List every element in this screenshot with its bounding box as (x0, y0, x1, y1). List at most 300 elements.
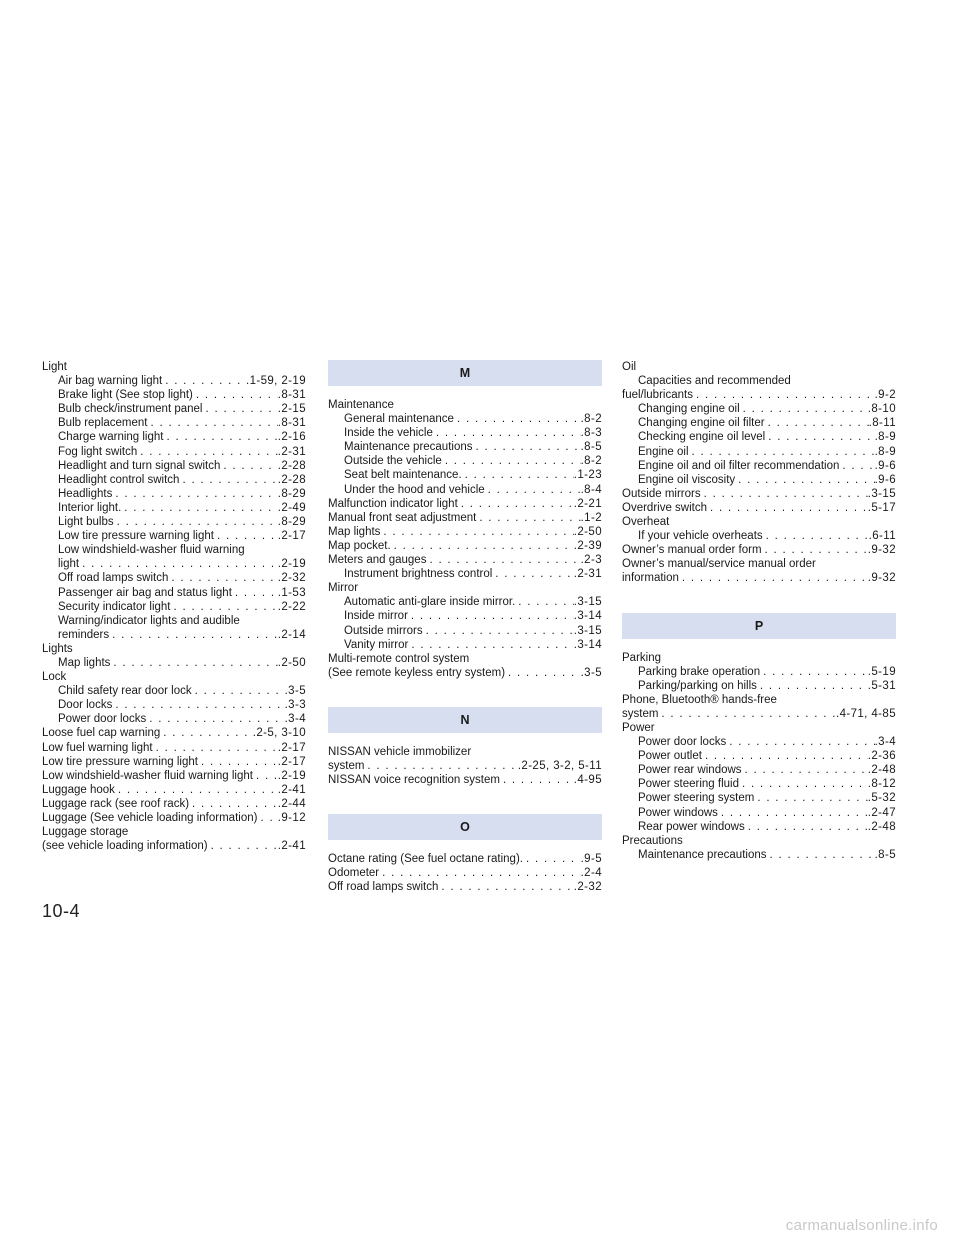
watermark: carmanualsonline.info (785, 1217, 938, 1234)
index-letter-heading: M (328, 360, 602, 386)
index-entry (622, 360, 896, 374)
index-term: Overheat (622, 516, 670, 529)
dot-leader (211, 839, 278, 853)
dot-leader (195, 684, 285, 698)
page-reference: .3-15 (867, 487, 896, 500)
page-reference: .2-32 (277, 572, 306, 585)
index-subentry (622, 749, 896, 763)
index-term: information (622, 572, 679, 585)
index-subentry (42, 402, 306, 416)
page-reference: .2-19 (277, 769, 306, 782)
page-reference: .2-49 (277, 501, 306, 514)
page-reference: .4-71, 4-85 (835, 707, 896, 720)
index-subentry (622, 791, 896, 805)
index-subentry (42, 374, 306, 388)
index-term: Passenger air bag and status light (58, 586, 232, 599)
index-term: Engine oil and oil filter recommendation (638, 459, 840, 472)
dot-leader (770, 848, 875, 862)
index-term: Changing engine oil (638, 403, 740, 416)
page-reference: .5-32 (867, 792, 896, 805)
index-term: (See remote keyless entry system) (328, 666, 506, 679)
index-term: Low tire pressure warning light (42, 755, 198, 768)
page-reference: .8-9 (874, 445, 896, 458)
page-reference: .2-22 (277, 600, 306, 613)
dot-leader (118, 783, 278, 797)
dot-leader (710, 501, 868, 515)
index-letter-heading: P (622, 613, 896, 639)
index-entry (42, 360, 306, 374)
page-reference: .5-17 (867, 501, 896, 514)
index-term: Loose fuel cap warning (42, 727, 161, 740)
index-term: Door locks (58, 699, 113, 712)
dot-leader (765, 543, 868, 557)
index-term: Inside the vehicle (344, 427, 433, 440)
index-entry (328, 581, 602, 595)
index-entry (622, 515, 896, 529)
index-subentry (328, 426, 602, 440)
index-term: Automatic anti-glare inside mirror. (344, 596, 516, 609)
index-subentry (42, 388, 306, 402)
dot-leader (411, 638, 573, 652)
index-term: Headlight and turn signal switch (58, 459, 221, 472)
page-reference: .8-2 (580, 413, 602, 426)
index-subentry (42, 459, 306, 473)
dot-leader (411, 609, 574, 623)
page-reference: .2-44 (277, 797, 306, 810)
index-term: Brake light (See stop light) (58, 389, 193, 402)
index-term: Changing engine oil filter (638, 417, 765, 430)
dot-leader (140, 445, 278, 459)
dot-leader (256, 769, 278, 783)
index-subentry (42, 600, 306, 614)
index-entry (328, 511, 602, 525)
index-term: Low fuel warning light (42, 741, 153, 754)
page-reference: .8-31 (277, 389, 306, 402)
index-entry (328, 398, 602, 412)
index-term: Outside the vehicle (344, 455, 442, 468)
page-reference: .2-5, 3-10 (252, 727, 306, 740)
index-entry (622, 487, 896, 501)
index-term: Power door locks (58, 713, 147, 726)
dot-leader (260, 811, 277, 825)
index-entry (622, 543, 896, 557)
page-reference: .2-25, 3-2, 5-11 (517, 759, 602, 772)
page-reference: .8-12 (867, 778, 896, 791)
index-term: Power steering system (638, 792, 755, 805)
dot-leader (748, 820, 868, 834)
index-term: Luggage (See vehicle loading information) (42, 812, 258, 824)
index-subentry (42, 430, 306, 444)
index-entry (622, 834, 896, 848)
index-subentry (42, 557, 306, 571)
dot-leader (457, 412, 581, 426)
index-term: Overdrive switch (622, 501, 707, 514)
page-reference: .8-11 (868, 417, 896, 430)
dot-leader (705, 749, 868, 763)
page-reference: .3-15 (573, 596, 602, 609)
index-entry-continued: NISSAN vehicle immobilizer (328, 745, 472, 758)
dot-leader (223, 459, 277, 473)
index-term: Manual front seat adjustment (328, 511, 477, 524)
section-gap (622, 586, 896, 613)
page-reference: .2-16 (277, 431, 306, 444)
index-subentry (622, 416, 896, 430)
page-reference: .2-41 (277, 783, 306, 796)
page-reference: .2-48 (867, 764, 896, 777)
page-reference: .9-6 (874, 473, 896, 486)
index-term: Meters and gauges (328, 554, 427, 567)
index-entry (42, 670, 306, 684)
dot-leader (165, 374, 246, 388)
index-term: Maintenance (328, 399, 394, 411)
index-entry-continued: Low windshield-washer fluid warning (58, 544, 245, 557)
page-reference: .9-2 (874, 389, 896, 402)
index-term: Map lights (328, 525, 381, 538)
index-entry-continued: Multi-remote control system (328, 652, 470, 665)
section-gap (328, 787, 602, 814)
dot-leader (383, 525, 573, 539)
page-reference: .2-19 (277, 558, 306, 571)
index-term: NISSAN voice recognition system (328, 774, 500, 787)
index-subentry (622, 777, 896, 791)
dot-leader (156, 741, 278, 755)
index-subentry (42, 684, 306, 698)
index-subentry (42, 416, 306, 430)
page-reference: .8-29 (277, 487, 306, 500)
dot-leader (479, 511, 580, 525)
index-subentry (622, 402, 896, 416)
index-entry (42, 811, 306, 825)
index-term: Light bulbs (58, 516, 114, 529)
index-entry (42, 642, 306, 656)
index-term: Checking engine oil level (638, 431, 766, 444)
dot-leader (429, 553, 580, 567)
page-reference: .8-5 (580, 441, 602, 454)
index-entry (42, 839, 306, 853)
dot-leader (763, 665, 868, 679)
page-reference: .5-31 (867, 679, 896, 692)
index-term: Low windshield-washer fluid warning light (42, 769, 253, 782)
index-term: Security indicator light (58, 600, 171, 613)
index-subentry (42, 487, 306, 501)
index-entry-continued: Phone, Bluetooth® hands-free (622, 693, 777, 706)
index-letter-heading: N (328, 707, 602, 733)
index-subentry (42, 656, 306, 670)
index-term: Map lights (58, 656, 111, 669)
dot-leader (171, 571, 277, 585)
index-entry (328, 773, 602, 787)
index-term: Parking brake operation (638, 665, 761, 678)
dot-leader (743, 402, 868, 416)
index-term: Fog light switch (58, 445, 138, 458)
index-subentry (622, 763, 896, 777)
index-term: Mirror (328, 582, 359, 595)
index-entry (328, 866, 602, 880)
index-term: Octane rating (See fuel octane rating). (328, 853, 523, 866)
index-subentry (42, 712, 306, 726)
page-reference: .2-4 (580, 867, 602, 880)
index-term: Headlights (58, 487, 113, 500)
dot-leader (526, 852, 581, 866)
dot-leader (201, 755, 278, 769)
dot-leader (205, 402, 277, 416)
page-reference: .3-5 (284, 685, 306, 698)
dot-leader (426, 624, 574, 638)
page-reference: .1-53 (277, 586, 306, 599)
dot-leader (115, 698, 284, 712)
page-reference: .9-5 (580, 853, 602, 866)
index-entry (42, 726, 306, 740)
page-reference: .8-5 (874, 848, 896, 861)
dot-leader (768, 416, 869, 430)
index-term: Outside mirrors (622, 487, 701, 500)
dot-leader (682, 571, 868, 585)
index-term: Power steering fluid (638, 778, 739, 791)
page-reference: .6-11 (868, 530, 896, 543)
dot-leader (217, 529, 278, 543)
index-entry (42, 755, 306, 769)
index-entry (328, 497, 602, 511)
index-term: Power outlet (638, 750, 702, 763)
index-entry (328, 852, 602, 866)
page-reference: .2-48 (867, 820, 896, 833)
index-entry-continued: Luggage storage (42, 826, 129, 839)
index-term: Power rear windows (638, 764, 742, 777)
index-term: fuel/lubricants (622, 389, 693, 402)
index-subentry (328, 412, 602, 426)
page-reference: .8-31 (277, 417, 306, 430)
index-term: system (622, 707, 659, 720)
page-reference: .3-4 (284, 713, 306, 726)
index-subentry (622, 820, 896, 834)
index-subentry (328, 638, 602, 652)
index-term: light (58, 558, 80, 571)
index-entry (42, 783, 306, 797)
index-letter-heading: O (328, 814, 602, 840)
index-term: Power (622, 721, 655, 734)
index-term: Off road lamps switch (328, 881, 439, 894)
dot-leader (461, 497, 574, 511)
index-subentry (328, 609, 602, 623)
index-term: Off road lamps switch (58, 572, 169, 585)
index-subentry (328, 483, 602, 497)
index-term: Odometer (328, 867, 380, 880)
page-reference: .3-15 (573, 624, 602, 637)
index-subentry (42, 586, 306, 600)
index-term: Oil (622, 361, 637, 373)
index-subentry (622, 529, 896, 543)
index-entry-continued: Owner’s manual/service manual order (622, 558, 816, 571)
index-subentry (42, 698, 306, 712)
index-entry (622, 651, 896, 665)
index-term: Charge warning light (58, 431, 164, 444)
index-subentry (622, 665, 896, 679)
index-subentry (622, 806, 896, 820)
page-reference: .3-4 (874, 736, 896, 749)
page-reference: .8-29 (277, 516, 306, 529)
page-reference: .2-39 (573, 539, 602, 552)
index-entry-continued: Warning/indicator lights and audible (58, 614, 240, 627)
index-term: Bulb check/instrument panel (58, 403, 203, 416)
dot-leader (488, 483, 581, 497)
dot-leader (768, 430, 874, 444)
page-reference: .3-5 (580, 666, 602, 679)
index-subentry (42, 529, 306, 543)
page-reference: .2-15 (277, 403, 306, 416)
index-term: Low tire pressure warning light (58, 530, 214, 543)
index-subentry (42, 515, 306, 529)
dot-leader (163, 726, 252, 740)
index-term: Child safety rear door lock (58, 685, 192, 698)
index-subentry (328, 440, 602, 454)
page-reference: .2-31 (277, 445, 306, 458)
index-subentry (328, 624, 602, 638)
index-entry (328, 525, 602, 539)
index-subentry (622, 459, 896, 473)
index-term: reminders (58, 628, 110, 641)
dot-leader (149, 712, 284, 726)
page-reference: .8-10 (867, 403, 896, 416)
page-reference: .3-14 (573, 638, 602, 651)
dot-leader (508, 666, 581, 680)
index-term: Seat belt maintenance. (344, 469, 462, 482)
index-entry (622, 721, 896, 735)
page-reference: .1-2 (580, 511, 602, 524)
dot-leader (742, 777, 868, 791)
page-reference: .2-50 (573, 525, 602, 538)
index-subentry (328, 468, 602, 482)
dot-leader (115, 487, 277, 501)
page-reference: .2-41 (277, 840, 306, 853)
dot-leader (182, 473, 277, 487)
dot-leader (721, 806, 868, 820)
index-term: (see vehicle loading information) (42, 840, 208, 853)
dot-leader (367, 759, 517, 773)
dot-leader (117, 515, 278, 529)
index-term: Interior light. (58, 501, 122, 514)
page-reference: .1-59, 2-19 (245, 375, 306, 388)
page-reference: .2-17 (277, 755, 306, 768)
dot-leader (518, 595, 573, 609)
dot-leader (745, 763, 868, 777)
index-term: Vanity mirror (344, 638, 409, 651)
index-subentry (622, 848, 896, 862)
index-term: Power door locks (638, 736, 727, 749)
dot-leader (445, 454, 581, 468)
page-reference: .2-32 (573, 881, 602, 894)
index-entry-continued: Capacities and recommended (638, 375, 791, 388)
dot-leader (738, 473, 874, 487)
page-reference: .9-32 (867, 572, 896, 585)
index-term: Bulb replacement (58, 417, 148, 430)
index-term: Maintenance precautions (638, 848, 767, 861)
index-term: Instrument brightness control (344, 568, 493, 581)
index-entry (622, 707, 896, 721)
index-entry (42, 797, 306, 811)
index-term: Malfunction indicator light (328, 497, 458, 510)
page-reference: .5-19 (867, 665, 896, 678)
page-reference: .8-3 (580, 427, 602, 440)
index-term: Maintenance precautions (344, 441, 473, 454)
dot-leader (465, 468, 574, 482)
dot-leader (696, 388, 875, 402)
index-subentry (42, 445, 306, 459)
dot-leader (235, 586, 278, 600)
page-reference: .2-28 (277, 459, 306, 472)
index-term: General maintenance (344, 413, 454, 426)
dot-leader (113, 656, 277, 670)
dot-leader (166, 430, 277, 444)
index-term: Light (42, 361, 67, 373)
index-subentry (42, 571, 306, 585)
page-reference: .4-95 (573, 774, 602, 787)
index-term: Luggage hook (42, 783, 115, 796)
index-entry (328, 539, 602, 553)
dot-leader (174, 600, 278, 614)
index-entry (328, 759, 602, 773)
index-term: Lock (42, 671, 67, 684)
index-column-1 (42, 360, 306, 853)
index-subentry (622, 445, 896, 459)
index-subentry (328, 567, 602, 581)
index-subentry (42, 628, 306, 642)
index-entry (622, 571, 896, 585)
dot-leader (124, 501, 278, 515)
dot-leader (192, 797, 278, 811)
page-reference: .1-23 (573, 469, 602, 482)
dot-leader (476, 440, 581, 454)
page-number: 10-4 (42, 901, 81, 921)
dot-leader (151, 416, 278, 430)
page-reference: .8-2 (580, 455, 602, 468)
index-term: system (328, 759, 365, 772)
index-subentry (42, 501, 306, 515)
dot-leader (757, 791, 867, 805)
index-column-2 (328, 360, 602, 894)
index-term: If your vehicle overheats (638, 530, 763, 543)
index-entry (42, 741, 306, 755)
index-term: Headlight control switch (58, 473, 180, 486)
index-entry (328, 553, 602, 567)
dot-leader (760, 679, 868, 693)
dot-leader (112, 628, 278, 642)
index-subentry (622, 473, 896, 487)
page-reference: .2-28 (277, 473, 306, 486)
index-term: Power windows (638, 806, 718, 819)
page-reference: .2-21 (573, 497, 602, 510)
index-term: Outside mirrors (344, 624, 423, 637)
dot-leader (729, 735, 874, 749)
index-entry (328, 666, 602, 680)
dot-leader (436, 426, 581, 440)
index-term: Luggage rack (see roof rack) (42, 797, 190, 810)
index-subentry (328, 454, 602, 468)
dot-leader (503, 773, 574, 787)
dot-leader (196, 388, 278, 402)
index-subentry (42, 473, 306, 487)
dot-leader (441, 880, 573, 894)
index-entry (622, 388, 896, 402)
index-term: Inside mirror (344, 610, 408, 623)
index-term: Engine oil (638, 445, 689, 458)
index-entry (328, 880, 602, 894)
page-reference: .9-32 (867, 544, 896, 557)
page-reference: .8-9 (874, 431, 896, 444)
index-term: Engine oil viscosity (638, 473, 736, 486)
page-reference: .9-12 (277, 812, 306, 824)
index-entry (622, 501, 896, 515)
dot-leader (382, 866, 580, 880)
